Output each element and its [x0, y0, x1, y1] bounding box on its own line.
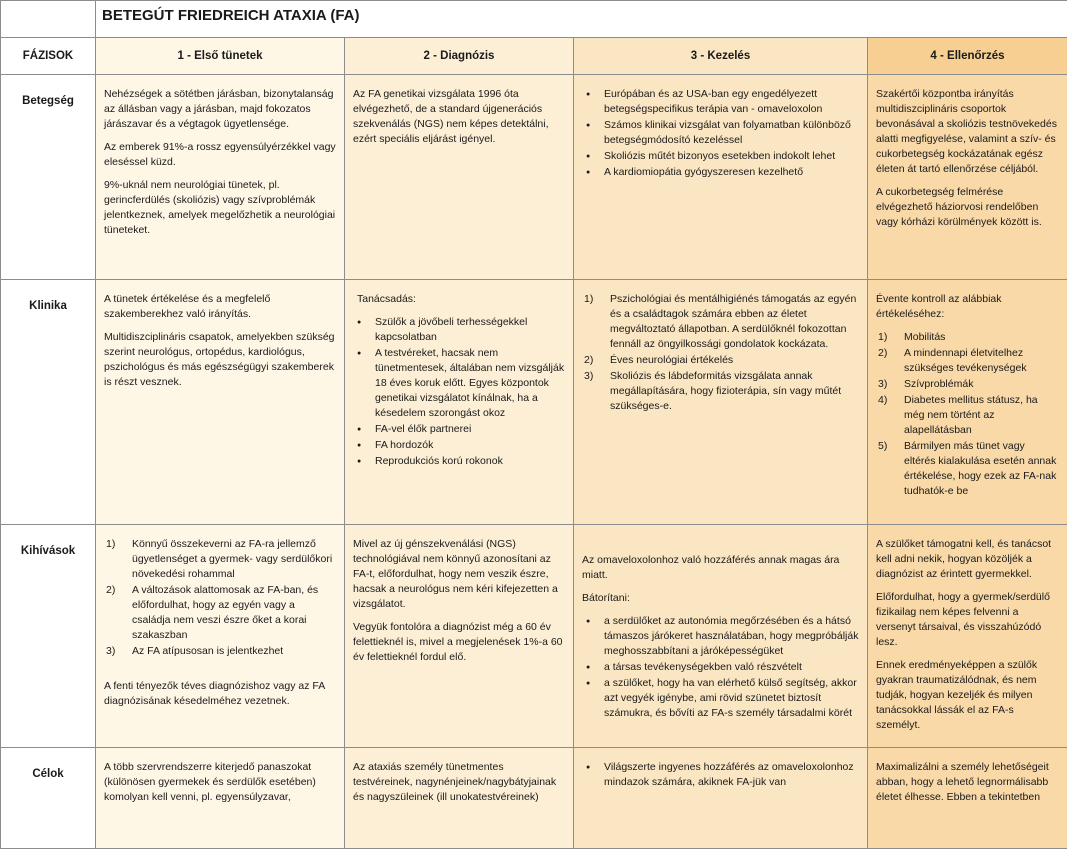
list-item	[904, 346, 1059, 376]
bullet-list	[582, 760, 859, 790]
list-number: 2)	[878, 346, 887, 361]
list-item: ● Számos klinikai vizsgálat van folyamatban különböző betegségmódosító kezeléssel	[604, 118, 859, 148]
list-item: ● a társas tevékenységekben való részvételt	[604, 660, 859, 675]
text-paragraph: Vegyük fontolóra a diagnózist még a 60 év felettieknél is, mivel a megjelenések 1%-a 60 év felettieknél fordul elő.	[353, 620, 565, 665]
list-item: ● Világszerte ingyenes hozzáférés az omaveloxolonhoz mindazok számára, akiknek FA-jük van	[604, 760, 859, 790]
list-number: 2)	[584, 353, 593, 368]
list-item-text: Szívproblémák	[904, 378, 973, 390]
list-item	[132, 583, 336, 643]
list-item	[610, 353, 859, 368]
cell-goals-first-symptoms	[96, 748, 345, 849]
numbered-list	[582, 292, 859, 414]
list-item-text: Diabetes mellitus státusz, ha még nem történt az alapellátásban	[904, 394, 1038, 436]
title-spacer	[1, 1, 96, 38]
row-label-challenges: Kihívások	[1, 525, 96, 748]
list-number: 4)	[878, 393, 887, 408]
list-number: 5)	[878, 439, 887, 454]
bullet-list	[582, 87, 859, 180]
text-paragraph: Az omaveloxolonhoz való hozzáférés annak magas ára miatt.	[582, 553, 859, 583]
row-label-disease: Betegség	[1, 75, 96, 280]
phases-header: FÁZISOK	[1, 38, 96, 75]
list-intro: Bátorítani:	[582, 591, 859, 606]
list-item: ● Szülők a jövőbeli terhességekkel kapcsolatban	[375, 315, 565, 345]
list-item-text: Könnyű összekeverni az FA-ra jellemző ügyetlenséget a gyermek- vagy serdülőkori növekedési rohammal	[132, 538, 332, 580]
cell-disease-treatment	[574, 75, 868, 280]
list-item	[132, 644, 336, 659]
bullet-list	[582, 614, 859, 721]
numbered-list	[876, 330, 1059, 499]
list-item-text: A mindennapi életvitelhez szükséges tevékenységek	[904, 347, 1027, 374]
cell-goals-diagnosis	[345, 748, 574, 849]
cell-clinic-diagnosis	[345, 280, 574, 525]
list-item	[610, 369, 859, 414]
list-number: 3)	[584, 369, 593, 384]
list-item-text: Pszichológiai és mentálhigiénés támogatás az egyén és a családtagok számára ebben az életet megváltoztató állapotban. A serdülőknél fokozottan fennáll az öngyilkossági gondolatok kockázata.	[610, 293, 856, 350]
list-item: ● a szülőket, hogy ha van elérhető külső segítség, akkor azt vegyék igénybe, ami rövid szünetet biztosít számukra, és bővíti az FA-s személy társadalmi körét	[604, 676, 859, 721]
column-header-monitoring: 4 - Ellenőrzés	[868, 38, 1067, 75]
list-item	[610, 292, 859, 352]
list-item: ● FA-vel élők partnerei	[375, 422, 565, 437]
list-number: 3)	[878, 377, 887, 392]
table-row	[1, 748, 1067, 849]
table-row	[1, 75, 1067, 280]
list-item	[132, 537, 336, 582]
text-paragraph: Előfordulhat, hogy a gyermek/serdülő fizikailag nem képes felvenni a versenyt társaival, és visszahúzódó lesz.	[876, 590, 1059, 650]
cell-clinic-first-symptoms	[96, 280, 345, 525]
cell-clinic-treatment	[574, 280, 868, 525]
text-paragraph: Az FA genetikai vizsgálata 1996 óta elvégezhető, de a standard újgenerációs szekvenálás (NGS) nem képes detektálni, ezért speciális eljárást igényel.	[353, 87, 565, 147]
cell-disease-monitoring	[868, 75, 1067, 280]
list-intro: Tanácsadás:	[357, 292, 565, 307]
row-label-clinic: Klinika	[1, 280, 96, 525]
cell-challenges-diagnosis	[345, 525, 574, 748]
list-item-text: Mobilitás	[904, 331, 945, 343]
row-label-goals: Célok	[1, 748, 96, 849]
text-paragraph: Nehézségek a sötétben járásban, bizonytalanság az állásban vagy a járásban, majd fokozatos járászavar és a végtagok ügyetlensége.	[104, 87, 336, 132]
list-item: ● FA hordozók	[375, 438, 565, 453]
list-item	[904, 330, 1059, 345]
column-header-first-symptoms: 1 - Első tünetek	[96, 38, 345, 75]
cell-challenges-monitoring	[868, 525, 1067, 748]
cell-goals-treatment	[574, 748, 868, 849]
cell-goals-monitoring	[868, 748, 1067, 849]
list-number: 2)	[106, 583, 115, 598]
list-item-text: Bármilyen más tünet vagy eltérés kialakulása esetén annak értékelése, hogy ezek az FA-nak tudhatók-e be	[904, 440, 1056, 497]
text-paragraph: A fenti tényezők téves diagnózishoz vagy az FA diagnózisának késedelméhez vezetnek.	[104, 679, 336, 709]
list-item: ● a serdülőket az autonómia megőrzésében és a hátsó támaszos járókeret használatában, hogy megpróbálják meghosszabbítani a járóképességüket	[604, 614, 859, 659]
text-paragraph: Multidiszciplináris csapatok, amelyekben szükség szerint neurológus, ortopédus, kardiológus, pszichológus és más egészségügyi szakemberek is részt vesznek.	[104, 330, 336, 390]
text-paragraph: Az ataxiás személy tünetmentes testvéreinek, nagynénjeinek/nagybátyjainak és nagyszüleinek (ill unokatestvéreinek)	[353, 760, 565, 805]
text-paragraph: Mivel az új génszekvenálási (NGS) technológiával nem könnyű azonosítani az FA-t, előfordulhat, hogy nem veszik észre, hacsak a neurológus nem kéri kifejezetten a vizsgálatot.	[353, 537, 565, 612]
text-paragraph: Szakértői központba irányítás multidiszciplináris csoportok bevonásával a skoliózis testnövekedés alatti megfigyelése, valamint a szív- és cukorbetegség kockázatának egész életen át tartó ellenőrzése céljából.	[876, 87, 1059, 177]
list-item	[904, 377, 1059, 392]
cell-challenges-treatment	[574, 525, 868, 748]
bullet-list	[353, 315, 565, 469]
cell-challenges-first-symptoms	[96, 525, 345, 748]
list-item-text: Skoliózis és lábdeformitás vizsgálata annak megállapítására, hogy fizioterápia, sín vagy műtét szükséges-e.	[610, 370, 841, 412]
cell-clinic-monitoring	[868, 280, 1067, 525]
list-item-text: Az FA atípusosan is jelentkezhet	[132, 645, 283, 657]
cell-disease-diagnosis	[345, 75, 574, 280]
column-header-diagnosis: 2 - Diagnózis	[345, 38, 574, 75]
page-title: BETEGÚT FRIEDREICH ATAXIA (FA)	[96, 1, 1067, 38]
table-row	[1, 280, 1067, 525]
table-row	[1, 525, 1067, 748]
list-number: 1)	[106, 537, 115, 552]
list-number: 1)	[584, 292, 593, 307]
text-paragraph: A szülőket támogatni kell, és tanácsot kell adni nekik, hogyan közöljék a diagnózist az érintett gyermekkel.	[876, 537, 1059, 582]
list-item: ● Európában és az USA-ban egy engedélyezett betegségspecifikus terápia van - omaveloxolon	[604, 87, 859, 117]
list-item: ● A testvéreket, hacsak nem tünetmentesek, általában nem vizsgálják 18 éves koruk előtt. Egyes központok genetikai vizsgálatot kínálnak, ha a késedelem szorongást okoz	[375, 346, 565, 421]
list-item	[904, 393, 1059, 438]
list-item: ● A kardiomiopátia gyógyszeresen kezelhető	[604, 165, 859, 180]
list-number: 1)	[878, 330, 887, 345]
list-item: ● Reprodukciós korú rokonok	[375, 454, 565, 469]
list-item-text: Éves neurológiai értékelés	[610, 354, 733, 366]
list-item	[904, 439, 1059, 499]
text-paragraph: A tünetek értékelése és a megfelelő szakemberekhez való irányítás.	[104, 292, 336, 322]
list-intro: Évente kontroll az alábbiak értékeléséhez:	[876, 292, 1059, 322]
text-paragraph: Maximalizálni a személy lehetőségeit abban, hogy a lehető legnormálisabb életet élhesse. Ebben a tekintetben	[876, 760, 1059, 805]
list-item: ● Skoliózis műtét bizonyos esetekben indokolt lehet	[604, 149, 859, 164]
column-header-treatment: 3 - Kezelés	[574, 38, 868, 75]
list-number: 3)	[106, 644, 115, 659]
list-item-text: A változások alattomosak az FA-ban, és előfordulhat, hogy az egyén vagy a családja nem veszi észre őket a korai szakaszban	[132, 584, 318, 641]
numbered-list	[104, 537, 336, 659]
text-paragraph: A több szervrendszerre kiterjedő panaszokat (különösen gyermekek és serdülők esetében) komolyan kell venni, pl. egyensúlyzavar,	[104, 760, 336, 805]
text-paragraph: 9%-uknál nem neurológiai tünetek, pl. gerincferdülés (skoliózis) vagy szívproblémák jelentkeznek, amelyek megelőzhetik a neurológiai tüneteket.	[104, 178, 336, 238]
text-paragraph: Az emberek 91%-a rossz egyensúlyérzékkel vagy eleséssel küzd.	[104, 140, 336, 170]
text-paragraph: A cukorbetegség felmérése elvégezhető háziorvosi rendelőben vagy kórházi körülmények között is.	[876, 185, 1059, 230]
text-paragraph: Ennek eredményeképpen a szülők gyakran traumatizálódnak, és nem tudják, hogyan kezeljék és milyen tanácsokkal lássák el az FA-s személyt.	[876, 658, 1059, 733]
cell-disease-first-symptoms	[96, 75, 345, 280]
